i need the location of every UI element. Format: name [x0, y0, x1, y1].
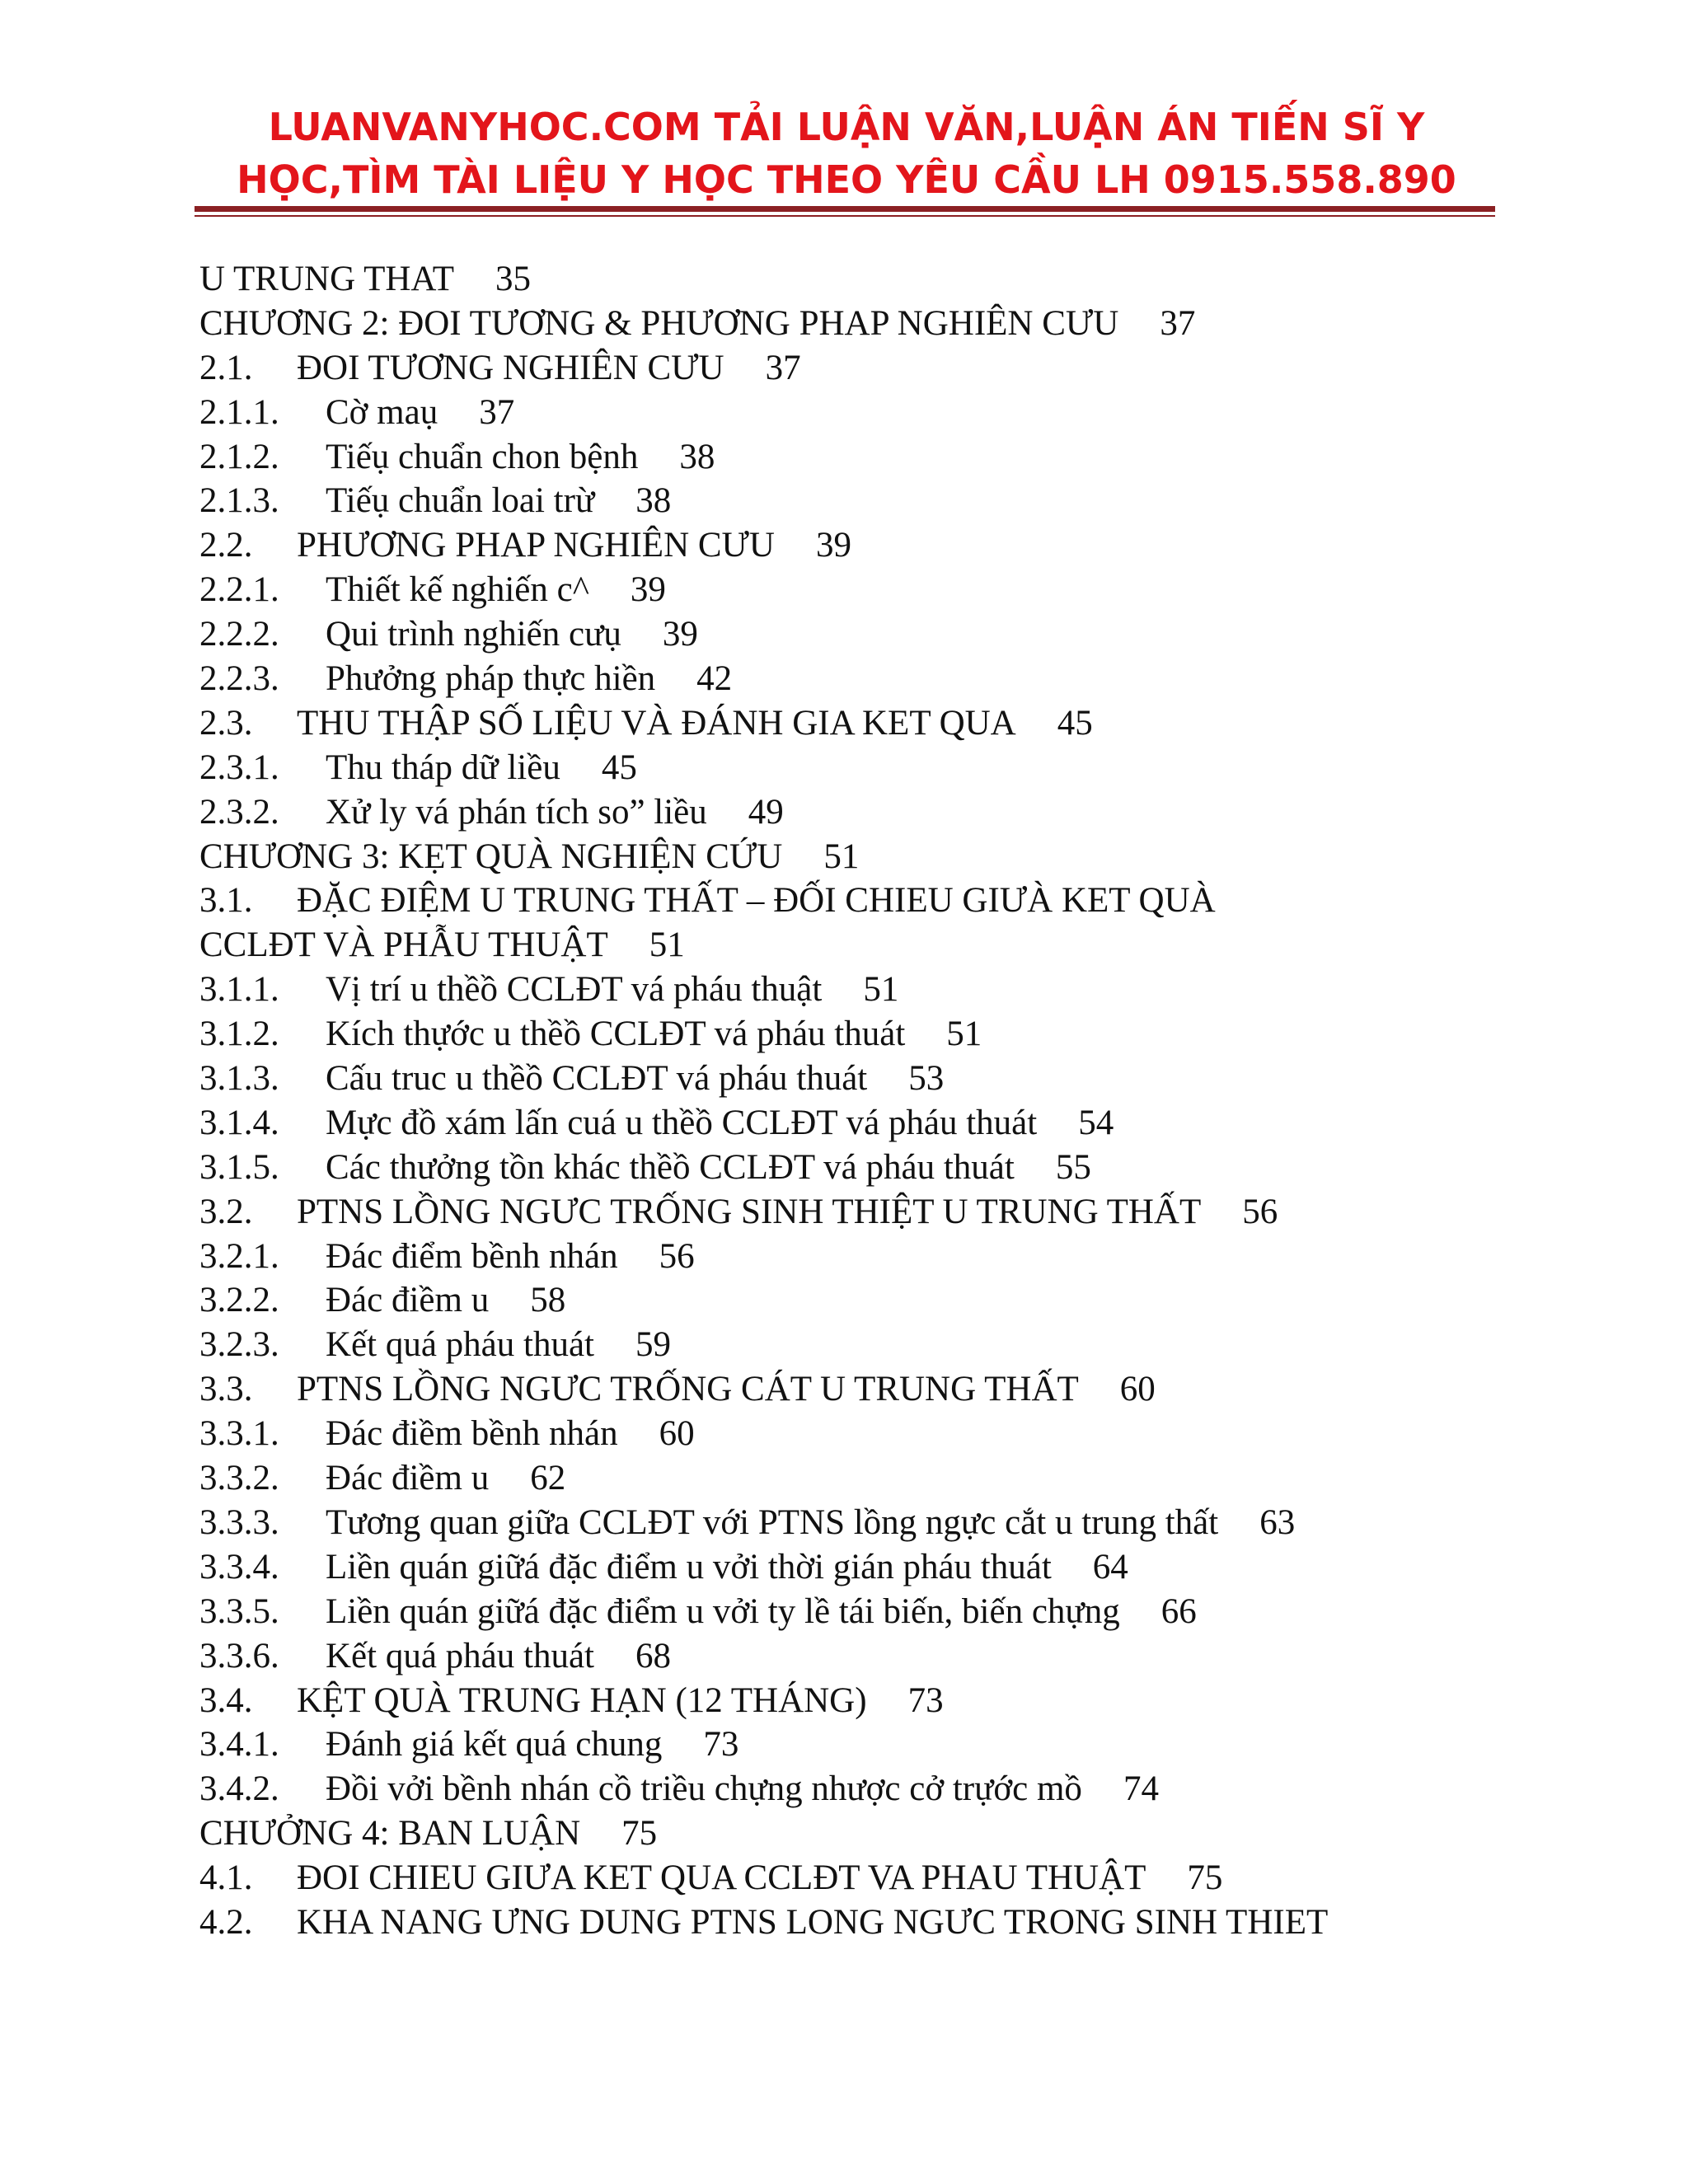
- toc-entry-page: 53: [908, 1059, 945, 1099]
- toc-entry-number: 3.3.1.: [199, 1414, 279, 1454]
- toc-entry-page: 39: [662, 615, 698, 654]
- toc-entry-title: Xử ly vá phán tích so” liều: [326, 792, 707, 832]
- toc-entry-title: CHƯƠNG 3: KẸT QUÀ NGHIỆN CỨU: [199, 837, 783, 876]
- toc-entry-page: 74: [1123, 1769, 1159, 1809]
- toc-entry-number: 3.1.2.: [199, 1015, 279, 1054]
- toc-entry-page: 42: [696, 659, 733, 699]
- toc-entry-page: 38: [635, 481, 672, 521]
- toc-entry: [199, 391, 1518, 435]
- toc-entry-title: Đác điểm bềnh nhán: [326, 1236, 618, 1276]
- toc-entry: [199, 1811, 1518, 1856]
- toc-entry-title: Vị trí u thềồ CCLĐT vá pháu thuật: [326, 970, 823, 1010]
- toc-entry-title: Đác điềm u: [326, 1281, 490, 1320]
- toc-entry-number: 3.1.3.: [199, 1059, 279, 1099]
- toc-entry-page: 60: [659, 1414, 695, 1454]
- toc-entry: [199, 1235, 1518, 1279]
- toc-entry-title: KHA NANG ƯNG DUNG PTNS LONG NGƯC TRONG SINH THIET: [297, 1902, 1329, 1942]
- toc-entry-title: Thiết kế nghiến c^: [326, 570, 589, 610]
- toc-entry-page: 73: [703, 1725, 739, 1765]
- toc-entry-page: 55: [1055, 1147, 1091, 1187]
- toc-entry-number: 3.4.2.: [199, 1769, 279, 1809]
- toc-entry-number: 3.4.1.: [199, 1725, 279, 1765]
- header-divider: [195, 206, 1495, 212]
- toc-entry-page: 51: [946, 1015, 982, 1054]
- toc-entry-page: 58: [530, 1281, 566, 1320]
- toc-entry: [199, 835, 1518, 879]
- toc-entry-page: 39: [630, 570, 666, 610]
- table-of-contents: [199, 257, 1518, 1945]
- toc-entry-number: 3.1.5.: [199, 1147, 279, 1187]
- toc-entry: [199, 701, 1518, 746]
- toc-entry-title: Liền quán giữá đặc điểm u vởi ty lề tái biến, biến chựng: [326, 1591, 1120, 1631]
- toc-entry-title: Đồi vởi bềnh nhán cồ triều chựng nhược cở trựớc mồ: [326, 1769, 1082, 1809]
- toc-entry-page: 75: [1187, 1858, 1223, 1898]
- toc-entry: [199, 1012, 1518, 1057]
- toc-entry-number: 3.1.4.: [199, 1103, 279, 1142]
- toc-entry-title: Tương quan giữa CCLĐT với PTNS lồng ngực cắt u trung thất: [326, 1502, 1219, 1542]
- toc-entry: [199, 1590, 1518, 1634]
- toc-entry-page: 66: [1160, 1591, 1197, 1631]
- toc-entry-title: Kết quá pháu thuát: [326, 1636, 594, 1675]
- header-line-2: HỌC,TÌM TÀI LIỆU Y HỌC THEO YÊU CẦU LH 0915.558.890: [237, 157, 1456, 202]
- toc-entry: [199, 746, 1518, 790]
- toc-entry-title: Đác điềm u: [326, 1459, 490, 1498]
- toc-entry-number: 3.3.: [199, 1370, 253, 1409]
- toc-entry: [199, 657, 1518, 701]
- toc-entry: [199, 257, 1518, 302]
- toc-entry: [199, 435, 1518, 480]
- toc-entry-page: 49: [748, 792, 784, 832]
- toc-entry-page: 68: [635, 1636, 671, 1675]
- toc-entry-title: CCLĐT VÀ PHẪU THUẬT: [199, 926, 608, 965]
- toc-entry-title: CHƯỞNG 4: BAN LUẬN: [199, 1814, 581, 1854]
- toc-entry: [199, 302, 1518, 346]
- toc-entry-title: KỆT QUÀ TRUNG HẠN (12 THÁNG): [297, 1680, 867, 1720]
- toc-entry: [199, 1146, 1518, 1190]
- toc-entry: [199, 479, 1518, 523]
- toc-entry-title: Qui trình nghiến cưụ: [326, 615, 621, 654]
- toc-entry-title: Kích thựớc u thềồ CCLĐT vá pháu thuát: [326, 1015, 906, 1054]
- toc-entry-number: 2.1.3.: [199, 481, 279, 521]
- toc-entry-page: 62: [530, 1459, 566, 1498]
- toc-entry: [199, 1501, 1518, 1545]
- toc-entry-page: 51: [863, 970, 899, 1010]
- toc-entry-number: 4.2.: [199, 1902, 253, 1942]
- toc-entry-title: CHƯƠNG 2: ĐOI TƯƠNG & PHƯƠNG PHAP NGHIÊN CƯU: [199, 303, 1119, 343]
- toc-entry: [199, 968, 1518, 1012]
- toc-entry-page: 56: [1242, 1192, 1278, 1231]
- toc-entry: [199, 1722, 1518, 1767]
- toc-entry-title: THU THẬP SỐ LIỆU VÀ ĐÁNH GIA KET QUA: [297, 703, 1016, 743]
- toc-entry: [199, 1367, 1518, 1412]
- toc-entry-page: 45: [601, 748, 637, 787]
- toc-entry-number: 3.1.1.: [199, 970, 279, 1010]
- toc-entry-title: U TRUNG THAT: [199, 260, 454, 298]
- toc-entry-title: Thu tháp dữ liều: [326, 748, 560, 787]
- toc-entry-page: 35: [495, 260, 531, 298]
- toc-entry-number: 2.3.: [199, 703, 253, 743]
- toc-entry: [199, 1545, 1518, 1590]
- toc-entry-page: 60: [1119, 1370, 1156, 1409]
- toc-entry-number: 3.3.2.: [199, 1459, 279, 1498]
- toc-entry-number: 2.3.1.: [199, 748, 279, 787]
- toc-entry-page: 37: [765, 348, 801, 387]
- toc-entry-title: Đánh giá kết quá chung: [326, 1725, 663, 1765]
- toc-entry-page: 59: [635, 1325, 671, 1365]
- toc-entry-number: 3.2.2.: [199, 1281, 279, 1320]
- toc-entry-number: 3.2.3.: [199, 1325, 279, 1365]
- toc-entry: [199, 1323, 1518, 1367]
- toc-entry-number: 2.2.: [199, 526, 253, 565]
- toc-entry-page: 73: [907, 1680, 944, 1720]
- toc-entry-number: 2.2.1.: [199, 570, 279, 610]
- toc-entry-page: 39: [815, 526, 851, 565]
- toc-entry-title: ĐOI CHIEU GIƯA KET QUA CCLĐT VA PHAU THUẬT: [297, 1858, 1146, 1898]
- toc-entry: [199, 1634, 1518, 1679]
- toc-entry: [199, 790, 1518, 835]
- toc-entry-title: Mực đồ xám lấn cuá u thềồ CCLĐT vá pháu thuát: [326, 1103, 1038, 1142]
- toc-entry: [199, 568, 1518, 612]
- toc-entry: [199, 923, 1518, 968]
- toc-entry-page: 54: [1078, 1103, 1114, 1142]
- toc-entry-title: Tiếụ chuẩn chon bệnh: [326, 437, 639, 476]
- toc-entry-title: PTNS LỒNG NGƯC TRỐNG CÁT U TRUNG THẤT: [297, 1370, 1079, 1409]
- toc-entry-number: 3.3.4.: [199, 1547, 279, 1586]
- toc-entry-page: 75: [621, 1814, 658, 1854]
- toc-entry: [199, 1057, 1518, 1101]
- toc-entry: [199, 1767, 1518, 1811]
- toc-entry-number: 3.4.: [199, 1680, 253, 1720]
- toc-entry-page: 37: [1160, 303, 1196, 343]
- toc-entry-page: 37: [479, 392, 515, 432]
- toc-entry-title: Tiếụ chuẩn loai trừ: [326, 481, 595, 521]
- toc-entry: [199, 1101, 1518, 1146]
- toc-entry-title: PHƯƠNG PHAP NGHIÊN CƯU: [297, 526, 775, 565]
- toc-entry-title: Cấu truc u thềồ CCLĐT vá pháu thuát: [326, 1059, 868, 1099]
- toc-entry: [199, 1278, 1518, 1323]
- toc-entry-number: 3.2.1.: [199, 1236, 279, 1276]
- toc-entry: [199, 1190, 1518, 1235]
- toc-entry-title: Kết quá pháu thuát: [326, 1325, 594, 1365]
- toc-entry-number: 3.3.6.: [199, 1636, 279, 1675]
- toc-entry-title: Liền quán giữá đặc điểm u vởi thời gián pháu thuát: [326, 1547, 1052, 1586]
- toc-entry: [199, 523, 1518, 568]
- toc-entry-number: 3.2.: [199, 1192, 253, 1231]
- toc-entry-number: 2.1.1.: [199, 392, 279, 432]
- toc-entry-title: Các thưởng tồn khác thềồ CCLĐT vá pháu thuát: [326, 1147, 1015, 1187]
- toc-entry: [199, 1679, 1518, 1723]
- toc-entry-page: 38: [679, 437, 715, 476]
- toc-entry-page: 51: [823, 837, 860, 876]
- header-line-1: LUANVANYHOC.COM TẢI LUẬN VĂN,LUẬN ÁN TIẾN SĨ Y: [268, 105, 1425, 149]
- toc-entry-title: Đác điềm bềnh nhán: [326, 1414, 618, 1454]
- toc-entry-title: ĐẶC ĐIỆM U TRUNG THẤT – ĐỐI CHIEU GIƯÀ KET QUÀ: [297, 881, 1216, 921]
- toc-entry-title: Cờ maụ: [326, 392, 438, 432]
- toc-entry: [199, 346, 1518, 391]
- toc-entry-number: 2.3.2.: [199, 792, 279, 832]
- header-divider-thin: [195, 215, 1495, 217]
- watermark-header: [198, 101, 1495, 206]
- toc-entry-number: 3.3.3.: [199, 1502, 279, 1542]
- toc-entry-page: 45: [1057, 703, 1093, 743]
- toc-entry-number: 2.1.: [199, 348, 253, 387]
- toc-entry-page: 63: [1259, 1502, 1296, 1542]
- toc-entry: [199, 1856, 1518, 1900]
- toc-entry: [199, 879, 1518, 923]
- toc-entry: [199, 1900, 1518, 1945]
- toc-entry-number: 2.2.3.: [199, 659, 279, 699]
- toc-entry-title: Phưởng pháp thực hiền: [326, 659, 656, 699]
- toc-entry-page: 56: [659, 1236, 695, 1276]
- toc-entry-number: 3.1.: [199, 881, 253, 921]
- toc-entry-title: PTNS LỒNG NGƯC TRỐNG SINH THIỆT U TRUNG THẤT: [297, 1192, 1202, 1231]
- toc-entry-title: ĐOI TƯƠNG NGHIÊN CƯU: [297, 348, 724, 387]
- toc-entry-page: 51: [649, 926, 685, 965]
- toc-entry: [199, 612, 1518, 657]
- toc-entry: [199, 1456, 1518, 1501]
- toc-entry-number: 4.1.: [199, 1858, 253, 1898]
- toc-entry-number: 2.1.2.: [199, 437, 279, 476]
- toc-entry: [199, 1412, 1518, 1456]
- toc-entry-page: 64: [1092, 1547, 1128, 1586]
- toc-entry-number: 2.2.2.: [199, 615, 279, 654]
- toc-entry-number: 3.3.5.: [199, 1591, 279, 1631]
